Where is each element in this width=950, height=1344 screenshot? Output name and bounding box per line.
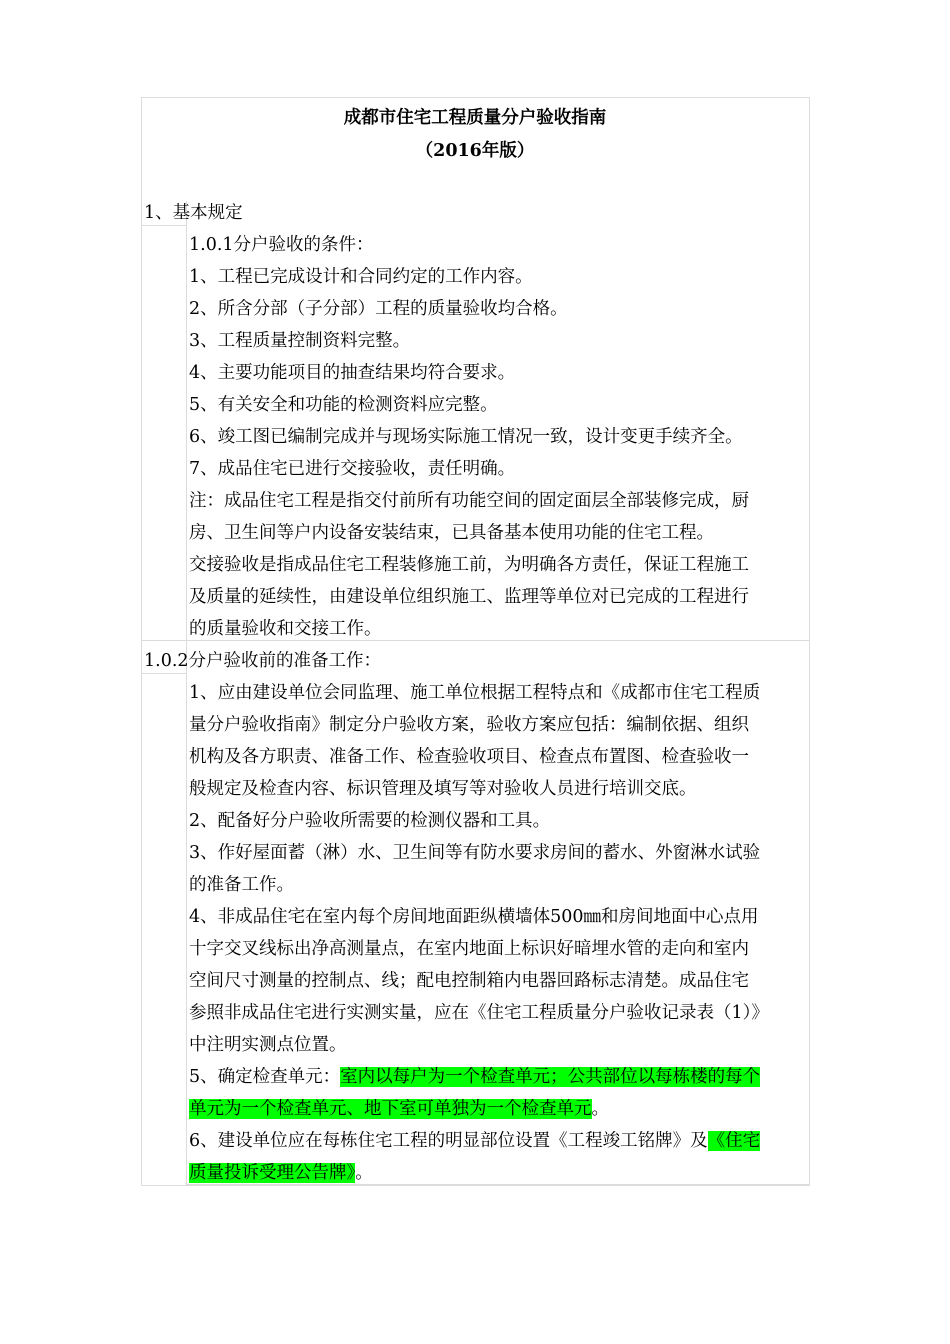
document-edition: （2016年版） <box>415 141 535 161</box>
s102-item5-line-2 <box>189 1093 609 1125</box>
document-title: 成都市住宅工程质量分户验收指南 <box>343 108 607 128</box>
s102-item3-line: 3、作好屋面蓄（淋）水、卫生间等有防水要求房间的蓄水、外窗淋水试验 <box>189 843 761 863</box>
s102-item4-line: 中注明实测点位置。 <box>189 1035 347 1055</box>
s101-item: 3、工程质量控制资料完整。 <box>189 331 411 351</box>
s102-item5-prefix: 5、确定检查单元： <box>189 1067 341 1087</box>
s102-heading: 1.0.2分户验收前的准备工作： <box>144 651 382 671</box>
s102-item5-suffix: 。 <box>591 1099 609 1119</box>
s102-item6-highlight: 质量投诉受理公告牌》 <box>189 1163 356 1183</box>
s102-item1-line: 般规定及检查内容、标识管理及填写等对验收人员进行培训交底。 <box>189 779 697 799</box>
s101-item: 2、所含分部（子分部）工程的质量验收均合格。 <box>189 299 568 319</box>
section-1-heading: 1、基本规定 <box>144 203 243 223</box>
s102-item6-suffix: 。 <box>355 1163 373 1183</box>
s101-heading: 1.0.1分户验收的条件： <box>189 235 374 255</box>
s102-item4-line: 参照非成品住宅进行实测实量，应在《住宅工程质量分户验收记录表（1）》 <box>189 1003 769 1023</box>
s101-note-line: 房、卫生间等户内设备安装结束，已具备基本使用功能的住宅工程。 <box>189 523 714 543</box>
s102-item2: 2、配备好分户验收所需要的检测仪器和工具。 <box>189 811 551 831</box>
s102-item5-line-1 <box>189 1061 760 1093</box>
s101-item: 4、主要功能项目的抽查结果均符合要求。 <box>189 363 516 383</box>
s101-item: 5、有关安全和功能的检测资料应完整。 <box>189 395 498 415</box>
s102-item6-line-1 <box>189 1125 760 1157</box>
s102-item4-line: 空间尺寸测量的控制点、线；配电控制箱内电器回路标志清楚。成品住宅 <box>189 971 749 991</box>
s102-item4-line: 4、非成品住宅在室内每个房间地面距纵横墙体500㎜和房间地面中心点用 <box>189 907 759 927</box>
s101-item: 7、成品住宅已进行交接验收，责任明确。 <box>189 459 516 479</box>
s102-item1-line: 机构及各方职责、准备工作、检查验收项目、检查点布置图、检查验收一 <box>189 747 749 767</box>
s102-item5-highlight: 单元为一个检查单元、地下室可单独为一个检查单元 <box>189 1099 592 1119</box>
s102-item6-line-2 <box>189 1157 373 1189</box>
s102-item3-line: 的准备工作。 <box>189 875 294 895</box>
s102-item1-line: 1、应由建设单位会同监理、施工单位根据工程特点和《成都市住宅工程质 <box>189 683 761 703</box>
s101-note-line: 注：成品住宅工程是指交付前所有功能空间的固定面层全部装修完成，厨 <box>189 491 749 511</box>
s102-item1-line: 量分户验收指南》制定分户验收方案，验收方案应包括：编制依据、组织 <box>189 715 749 735</box>
s101-item: 1、工程已完成设计和合同约定的工作内容。 <box>189 267 533 287</box>
s102-item4-line: 十字交叉线标出净高测量点，在室内地面上标识好暗埋水管的走向和室内 <box>189 939 749 959</box>
s102-item6-text: 6、建设单位应在每栋住宅工程的明显部位设置《工程竣工铭牌》及 <box>189 1131 708 1151</box>
s102-item6-highlight: 《住宅 <box>707 1131 761 1151</box>
s101-note-line: 交接验收是指成品住宅工程装修施工前，为明确各方责任，保证工程施工 <box>189 555 749 575</box>
s101-note-line: 及质量的延续性，由建设单位组织施工、监理等单位对已完成的工程进行 <box>189 587 749 607</box>
s101-item: 6、竣工图已编制完成并与现场实际施工情况一致，设计变更手续齐全。 <box>189 427 743 447</box>
s102-item5-highlight: 室内以每户为一个检查单元；公共部位以每栋楼的每个 <box>340 1067 761 1087</box>
s101-note-line: 的质量验收和交接工作。 <box>189 619 382 639</box>
